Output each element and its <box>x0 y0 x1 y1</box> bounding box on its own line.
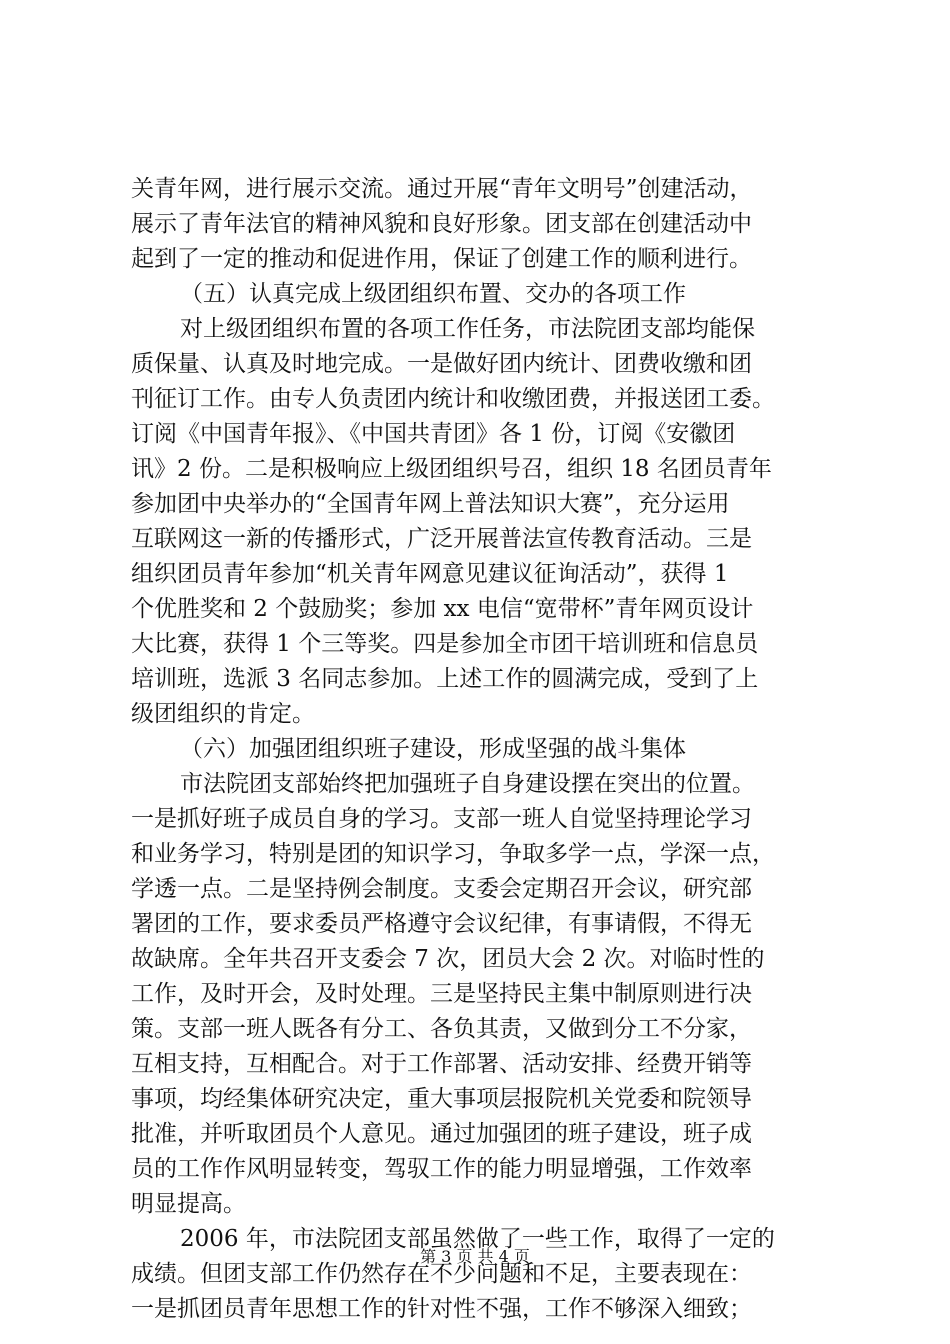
page-footer: 第 3 页 共 4 页 <box>420 1247 530 1266</box>
text-line: 事项，均经集体研究决定，重大事项层报院机关党委和院领导 <box>131 1086 752 1112</box>
text-line: 个优胜奖和 2 个鼓励奖；参加 xx 电信“宽带杯”青年网页设计 <box>131 596 754 622</box>
text-line: 和业务学习，特别是团的知识学习，争取多学一点，学深一点， <box>131 841 775 867</box>
text-line: 级团组织的肯定。 <box>131 701 315 727</box>
text-line: 员的工作作风明显转变，驾驭工作的能力明显增强，工作效率 <box>131 1156 752 1182</box>
text-line: 展示了青年法官的精神风貌和良好形象。团支部在创建活动中 <box>131 211 752 237</box>
text-line: 明显提高。 <box>131 1191 246 1217</box>
text-line: 大比赛，获得 1 个三等奖。四是参加全市团干培训班和信息员 <box>131 631 759 657</box>
text-line: 一是抓团员青年思想工作的针对性不强，工作不够深入细致； <box>131 1296 752 1322</box>
text-line: 成绩。但团支部工作仍然存在不少问题和不足，主要表现在： <box>131 1261 752 1287</box>
text-line: 起到了一定的推动和促进作用，保证了创建工作的顺利进行。 <box>131 246 752 272</box>
text-line: 参加团中央举办的“全国青年网上普法知识大赛”，充分运用 <box>131 491 730 517</box>
text-line: 一是抓好班子成员自身的学习。支部一班人自觉坚持理论学习 <box>131 806 752 832</box>
text-line: 工作，及时开会，及时处理。三是坚持民主集中制原则进行决 <box>131 981 752 1007</box>
text-line: 订阅《中国青年报》、《中国共青团》各 1 份，订阅《安徽团 <box>131 421 736 447</box>
text-line: 质保量、认真及时地完成。一是做好团内统计、团费收缴和团 <box>131 351 752 377</box>
text-line: 关青年网，进行展示交流。通过开展“青年文明号”创建活动， <box>131 176 753 202</box>
text-line: 互联网这一新的传播形式，广泛开展普法宣传教育活动。三是 <box>131 526 752 552</box>
text-line: 批准，并听取团员个人意见。通过加强团的班子建设，班子成 <box>131 1121 752 1147</box>
section-heading: （五）认真完成上级团组织布置、交办的各项工作 <box>180 281 686 307</box>
text-line: 刊征订工作。由专人负责团内统计和收缴团费，并报送团工委。 <box>131 386 775 412</box>
text-line: 2006 年，市法院团支部虽然做了一些工作，取得了一定的 <box>180 1226 775 1252</box>
text-line: 对上级团组织布置的各项工作任务，市法院团支部均能保 <box>180 316 755 342</box>
text-line: 组织团员青年参加“机关青年网意见建议征询活动”，获得 1 <box>131 561 729 587</box>
text-line: 策。支部一班人既各有分工、各负其责，又做到分工不分家， <box>131 1016 752 1042</box>
section-heading: （六）加强团组织班子建设，形成坚强的战斗集体 <box>180 736 686 762</box>
text-line: 署团的工作，要求委员严格遵守会议纪律，有事请假，不得无 <box>131 911 752 937</box>
text-line: 市法院团支部始终把加强班子自身建设摆在突出的位置。 <box>180 771 755 797</box>
text-line: 学透一点。二是坚持例会制度。支委会定期召开会议，研究部 <box>131 876 752 902</box>
text-line: 故缺席。全年共召开支委会 7 次，团员大会 2 次。对临时性的 <box>131 946 765 972</box>
text-line: 互相支持，互相配合。对于工作部署、活动安排、经费开销等 <box>131 1051 752 1077</box>
text-line: 讯》2 份。二是积极响应上级团组织号召，组织 18 名团员青年 <box>131 456 772 482</box>
text-line: 培训班，选派 3 名同志参加。上述工作的圆满完成，受到了上 <box>131 666 759 692</box>
